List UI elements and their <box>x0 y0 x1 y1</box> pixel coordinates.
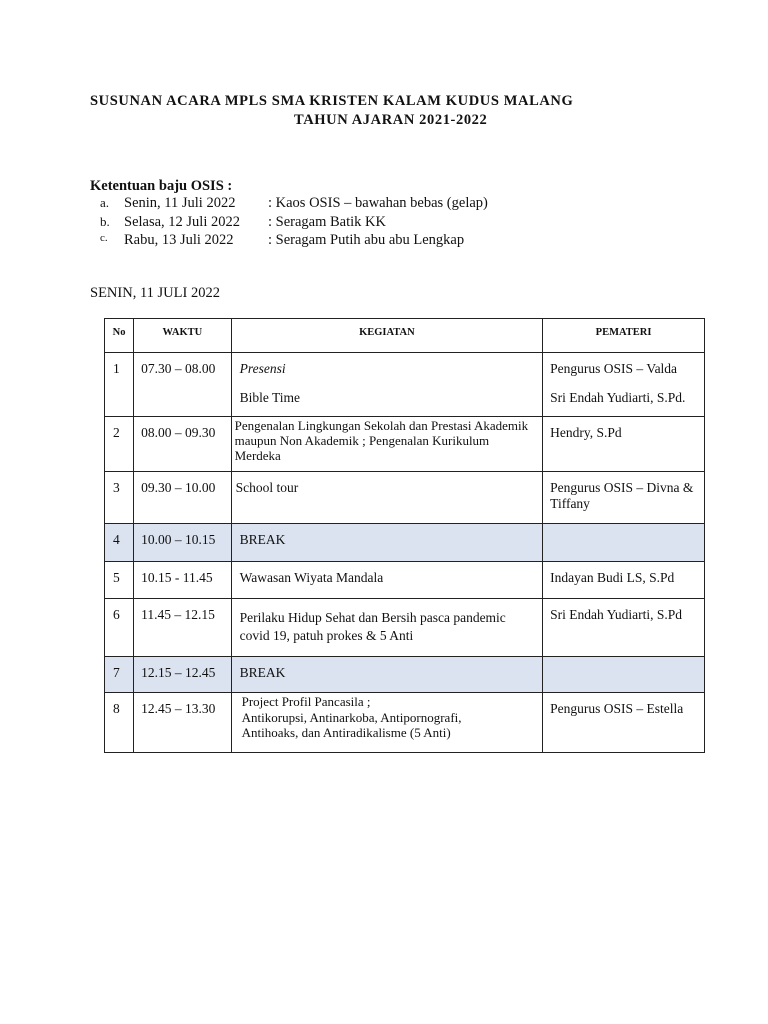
table-row <box>105 562 705 599</box>
table-row-break <box>105 657 705 693</box>
row-no-cell <box>105 562 134 599</box>
row-waktu-cell <box>134 524 231 562</box>
row-waktu-cell <box>134 693 231 753</box>
row-waktu-cell <box>134 353 231 417</box>
row-waktu-cell <box>134 417 231 472</box>
row-pemateri-cell <box>543 524 705 562</box>
row-kegiatan-cell <box>231 657 543 693</box>
row-kegiatan: Perilaku Hidup Sehat dan Bersih pasca pandemic covid 19, patuh prokes & 5 Anti <box>239 610 506 643</box>
row-kegiatan-cell <box>231 472 543 524</box>
row-kegiatan-cell <box>231 353 543 417</box>
document-title-line2: TAHUN AJARAN 2021-2022 <box>294 112 488 128</box>
table-row <box>105 353 705 417</box>
row-pemateri <box>543 657 704 669</box>
row-no-cell <box>105 693 134 753</box>
row-no: 2 <box>113 425 120 440</box>
table-row <box>105 693 705 753</box>
ketentuan-day: Rabu, 13 Juli 2022 <box>124 232 234 248</box>
row-pemateri-cell <box>543 472 705 524</box>
row-pemateri-cell <box>543 562 705 599</box>
table-row <box>105 472 705 524</box>
row-kegiatan-cell <box>231 524 543 562</box>
row-pemateri: Pengurus OSIS – Divna & Tiffany <box>550 480 694 511</box>
row-kegiatan-cell <box>231 417 543 472</box>
row-no-cell <box>105 524 134 562</box>
row-pemateri: Indayan Budi LS, S.Pd <box>550 570 675 585</box>
row-kegiatan-c: Antihoaks, dan Antiradikalisme (5 Anti) <box>241 725 451 740</box>
row-waktu: 08.00 – 09.30 <box>141 425 216 440</box>
ketentuan-letter: b. <box>100 213 110 229</box>
row-waktu: 11.45 – 12.15 <box>141 607 215 622</box>
header-no: No <box>105 319 134 353</box>
header-kegiatan: KEGIATAN <box>231 319 543 353</box>
row-waktu: 07.30 – 08.00 <box>141 361 216 376</box>
row-pemateri <box>543 524 704 536</box>
table-row-break <box>105 524 705 562</box>
row-pemateri: Hendry, S.Pd <box>550 425 622 440</box>
row-kegiatan: Wawasan Wiyata Mandala <box>239 570 384 585</box>
row-no-cell <box>105 657 134 693</box>
schedule-table <box>104 318 705 753</box>
ketentuan-letter: a. <box>100 195 110 210</box>
row-no: 3 <box>113 480 120 495</box>
row-pemateri-b: Sri Endah Yudiarti, S.Pd. <box>550 389 686 405</box>
row-pemateri-cell <box>543 693 705 753</box>
row-kegiatan-presensi: Presensi <box>239 361 286 376</box>
header-waktu: WAKTU <box>134 319 231 353</box>
table-row <box>105 599 705 657</box>
row-kegiatan: School tour <box>235 480 299 495</box>
row-pemateri-cell <box>543 657 705 693</box>
row-kegiatan-a: Project Profil Pancasila ; <box>241 694 371 709</box>
ketentuan-desc: : Seragam Batik KK <box>268 213 386 230</box>
row-waktu: 10.15 - 11.45 <box>141 570 213 585</box>
row-no: 5 <box>113 570 120 585</box>
row-kegiatan-b: Antikorupsi, Antinarkoba, Antipornografi, <box>241 709 462 725</box>
row-pemateri-a: Pengurus OSIS – Valda <box>550 361 678 376</box>
row-kegiatan: BREAK <box>239 665 286 680</box>
row-waktu: 12.45 – 13.30 <box>141 701 216 716</box>
row-pemateri: Sri Endah Yudiarti, S.Pd <box>550 607 683 622</box>
row-kegiatan: Pengenalan Lingkungan Sekolah dan Prestasi Akademik maupun Non Akademik ; Pengenalan Kurikulum Merdeka <box>234 418 529 463</box>
day-label: SENIN, 11 JULI 2022 <box>90 285 220 301</box>
row-no: 1 <box>113 361 120 376</box>
row-kegiatan-cell <box>231 599 543 657</box>
ketentuan-heading: Ketentuan baju OSIS : <box>90 178 233 194</box>
row-pemateri-cell <box>543 599 705 657</box>
row-waktu-cell <box>134 657 231 693</box>
row-no-cell <box>105 599 134 657</box>
ketentuan-desc: : Seragam Putih abu abu Lengkap <box>268 232 465 248</box>
row-kegiatan-cell <box>231 693 543 753</box>
ketentuan-letter: c. <box>100 232 108 244</box>
row-kegiatan: BREAK <box>239 532 286 547</box>
ketentuan-desc: : Kaos OSIS – bawahan bebas (gelap) <box>268 195 488 211</box>
row-no-cell <box>105 417 134 472</box>
row-pemateri: Pengurus OSIS – Estella <box>550 701 684 716</box>
ketentuan-day: Senin, 11 Juli 2022 <box>124 195 236 211</box>
row-no: 4 <box>113 532 120 547</box>
row-waktu-cell <box>134 599 231 657</box>
row-no-cell <box>105 353 134 417</box>
row-waktu-cell <box>134 562 231 599</box>
row-no: 8 <box>113 701 120 716</box>
header-pemateri: PEMATERI <box>543 319 705 353</box>
ketentuan-day: Selasa, 12 Juli 2022 <box>124 213 240 230</box>
row-pemateri-cell <box>543 417 705 472</box>
row-pemateri-cell <box>543 353 705 417</box>
row-kegiatan-bible: Bible Time <box>239 389 301 405</box>
row-waktu: 12.15 – 12.45 <box>141 665 216 680</box>
row-no: 7 <box>113 665 120 680</box>
row-waktu: 09.30 – 10.00 <box>141 480 216 495</box>
row-no: 6 <box>113 607 120 622</box>
row-no-cell <box>105 472 134 524</box>
row-kegiatan-cell <box>231 562 543 599</box>
row-waktu-cell <box>134 472 231 524</box>
row-waktu: 10.00 – 10.15 <box>141 532 216 547</box>
table-header-row <box>105 319 705 353</box>
table-row <box>105 417 705 472</box>
document-title-line1: SUSUNAN ACARA MPLS SMA KRISTEN KALAM KUDUS MALANG <box>90 93 574 109</box>
